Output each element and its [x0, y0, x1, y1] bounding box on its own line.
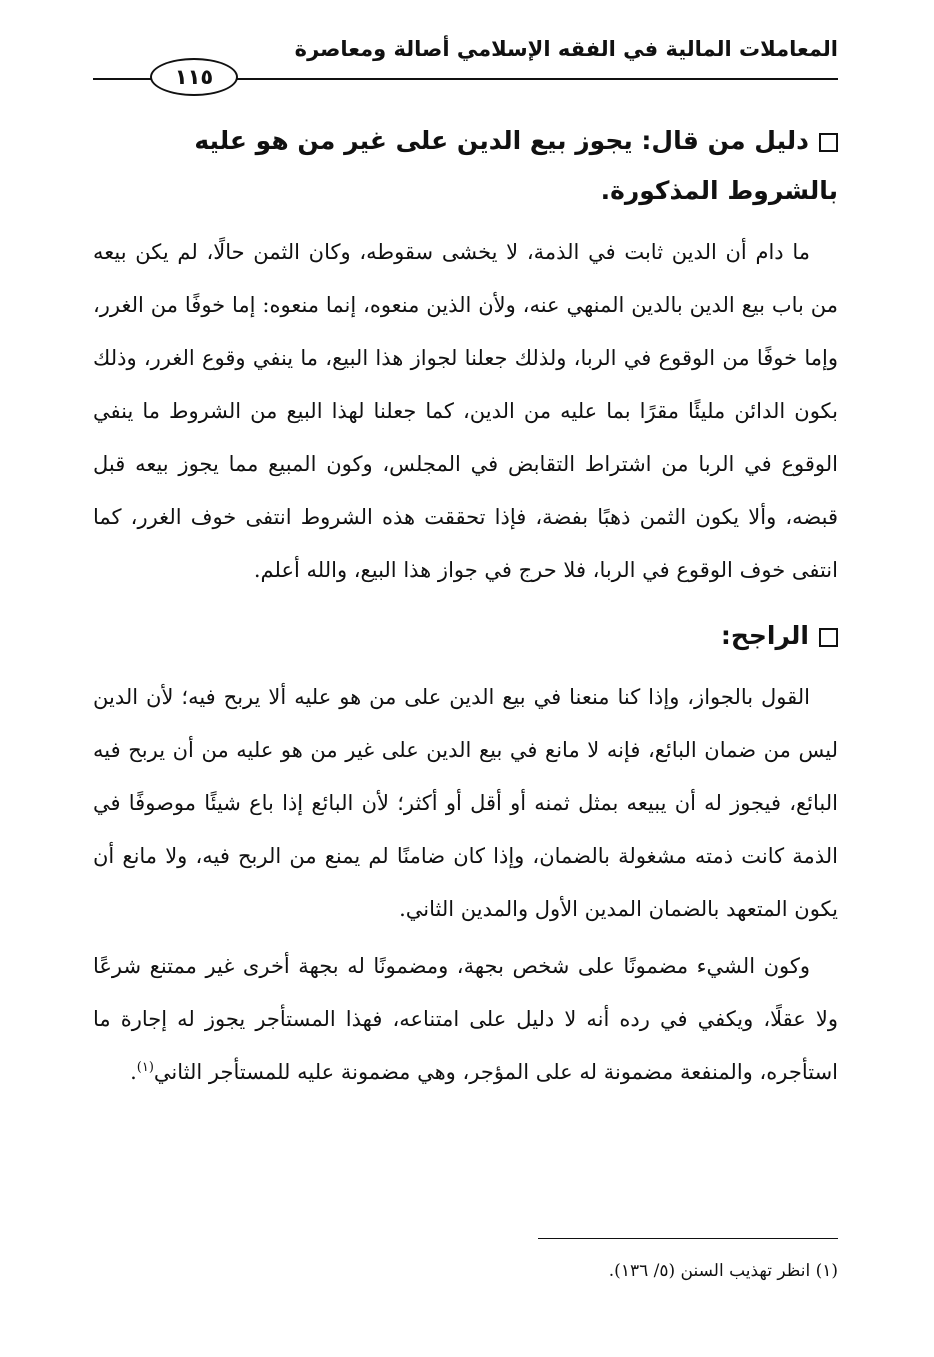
body-paragraph: ما دام أن الدين ثابت في الذمة، لا يخشى سقوطه، وكان الثمن حالًا، لم يكن بيعه من باب بيع الدين بالدين المنهي عنه، ولأن الذين منعوه، إنما منعوه: إما خوفًا من الغرر، وإما خوفًا من الوقوع في الربا، ولذلك جعلنا لجواز هذا البيع، ما ينفي وقوع الغرر، وذلك بكون الدائن مليئًا مقرًا بما عليه من الدين، كما جعلنا لهذا البيع من الشروط ما ينفي الوقوع في الربا من اشتراط التقابض في المجلس، وكون المبيع مما يجوز بيعه قبل قبضه، وألا يكون الثمن ذهبًا بفضة، فإذا تحققت هذه الشروط انتفى خوف الغرر، كما انتفى خوف الوقوع في الربا، فلا حرج في جواز هذا البيع، والله أعلم. [93, 240, 838, 582]
running-header-title: المعاملات المالية في الفقه الإسلامي أصالة ومعاصرة [294, 37, 838, 61]
section-heading [93, 611, 838, 661]
closing-punctuation: . [130, 1060, 137, 1084]
square-bullet-icon [819, 628, 838, 647]
body-paragraph [93, 940, 838, 1099]
section-heading [93, 116, 838, 216]
section-heading-text: الراجح: [720, 621, 809, 650]
footnote-rule [538, 1238, 838, 1239]
page-body [93, 116, 838, 1099]
body-paragraph: القول بالجواز، وإذا كنا منعنا في بيع الدين على من هو عليه ألا يربح فيه؛ لأن الدين ليس من ضمان البائع، فإنه لا مانع في بيع الدين على غير من هو عليه من أن يربح فيه البائع، فيجوز له أن يبيعه بمثل ثمنه أو أقل أو أكثر؛ لأن البائع إذا باع شيئًا موصوفًا في الذمة كانت ذمته مشغولة بالضمان، وإذا كان ضامنًا لم يمنع من الربح فيه، ولا مانع أن يكون المتعهد بالضمان المدين الأول والمدين الثاني. [93, 685, 838, 921]
body-paragraph-text: وكون الشيء مضمونًا على شخص بجهة، ومضمونًا له بجهة أخرى غير ممتنع شرعًا ولا عقلًا، ويكفي في رده أنه لا دليل على امتناعه، فهذا المستأجر يجوز له إجارة ما استأجره، والمنفعة مضمونة له على المؤجر، وهي مضمونة عليه للمستأجر الثاني [93, 954, 838, 1084]
section-heading-text: دليل من قال: يجوز بيع الدين على غير من هو عليه بالشروط المذكورة. [194, 126, 838, 205]
footnote: (١) انظر تهذيب السنن (٥/ ١٣٦). [608, 1261, 838, 1281]
square-bullet-icon [819, 133, 838, 152]
page-number: ١١٥ [150, 58, 238, 96]
footnote-reference[interactable]: (١) [136, 1060, 154, 1075]
